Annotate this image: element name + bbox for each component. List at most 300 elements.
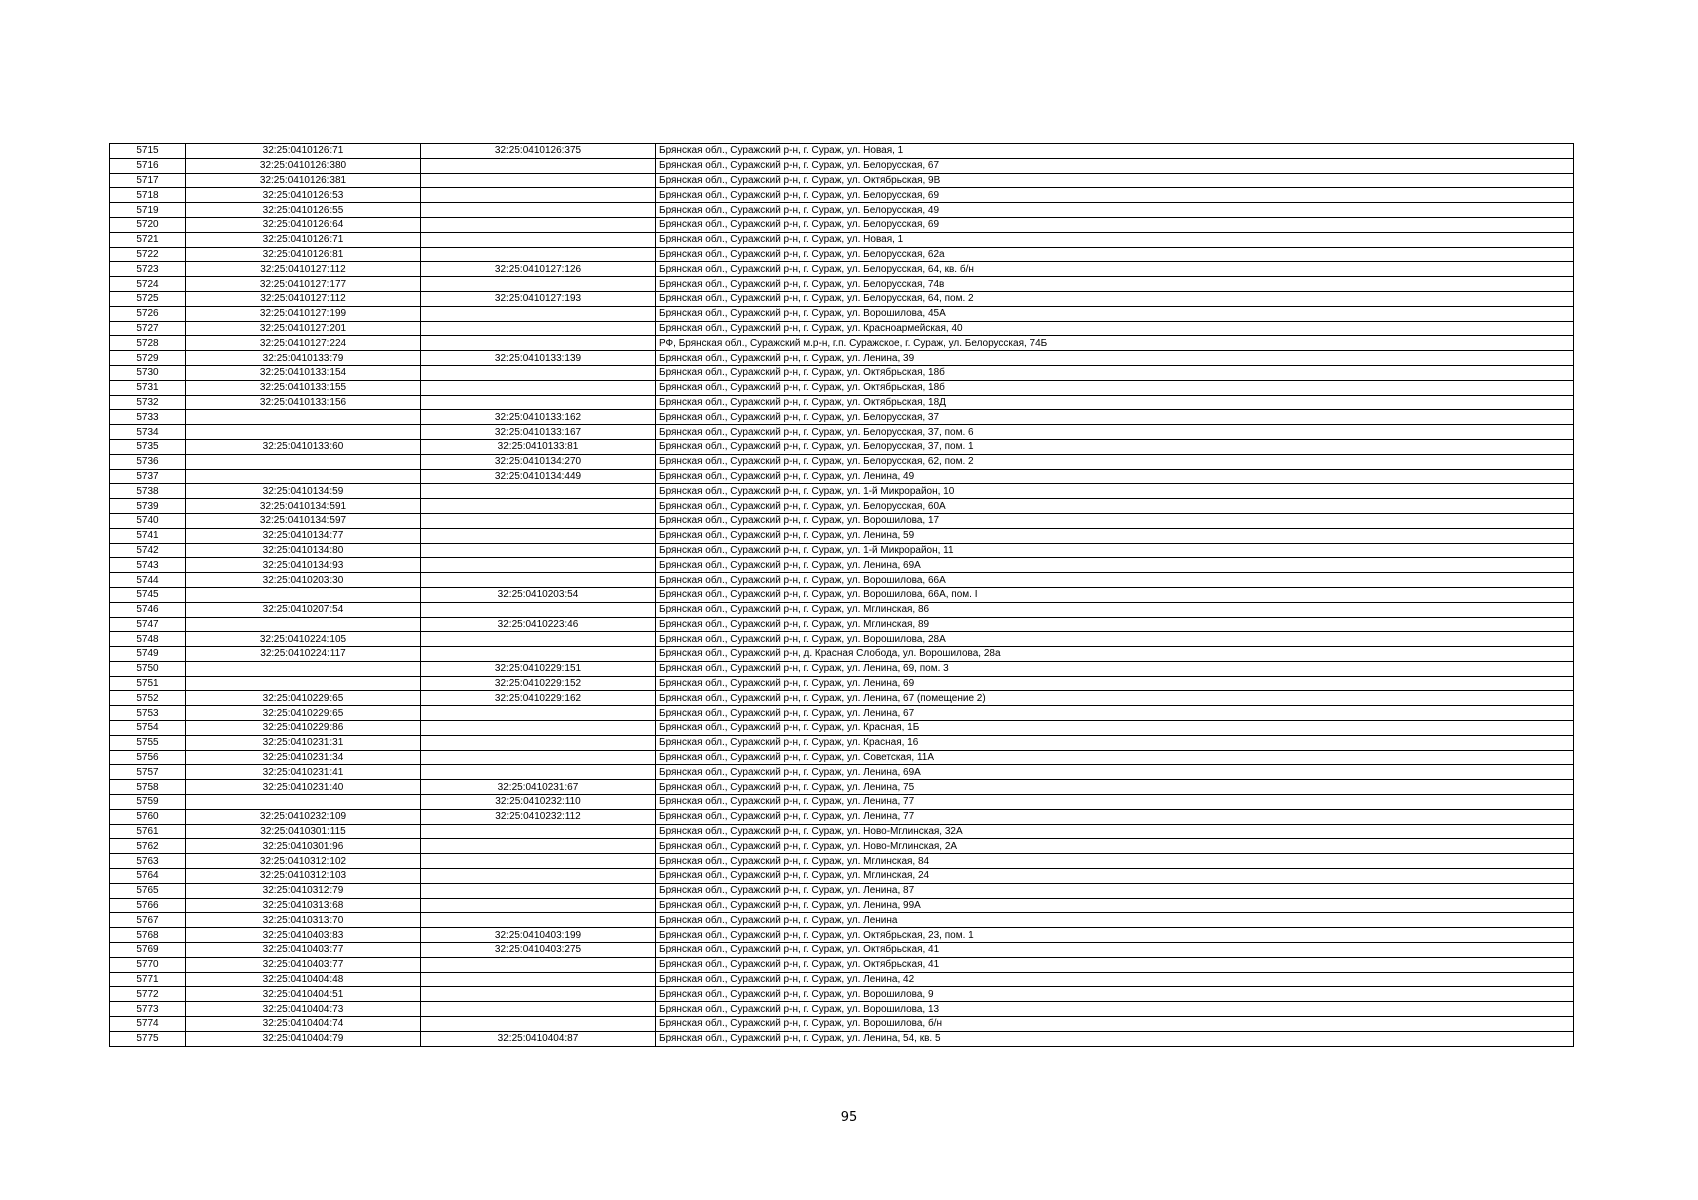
cadastral-number-cell: 32:25:0410134:93 bbox=[186, 558, 421, 573]
row-number-cell: 5761 bbox=[110, 824, 186, 839]
address-cell: Брянская обл., Суражский р-н, г. Сураж, ул. Ленина bbox=[656, 913, 1574, 928]
table-row bbox=[110, 987, 1574, 1002]
cadastral-number-cell: 32:25:0410127:112 bbox=[186, 291, 421, 306]
related-cadastral-number-cell bbox=[421, 869, 656, 884]
cadastral-number-cell: 32:25:0410231:40 bbox=[186, 780, 421, 795]
cadastral-number-cell: 32:25:0410126:71 bbox=[186, 144, 421, 159]
related-cadastral-number-cell bbox=[421, 839, 656, 854]
cadastral-number-cell: 32:25:0410127:224 bbox=[186, 336, 421, 351]
cadastral-number-cell: 32:25:0410224:105 bbox=[186, 632, 421, 647]
row-number-cell: 5759 bbox=[110, 795, 186, 810]
related-cadastral-number-cell bbox=[421, 247, 656, 262]
related-cadastral-number-cell: 32:25:0410403:275 bbox=[421, 943, 656, 958]
table-row bbox=[110, 602, 1574, 617]
row-number-cell: 5770 bbox=[110, 957, 186, 972]
row-number-cell: 5775 bbox=[110, 1031, 186, 1046]
table-row bbox=[110, 661, 1574, 676]
related-cadastral-number-cell bbox=[421, 854, 656, 869]
table-row bbox=[110, 750, 1574, 765]
address-cell: Брянская обл., Суражский р-н, г. Сураж, ул. Октябрьская, 41 bbox=[656, 957, 1574, 972]
address-cell: Брянская обл., Суражский р-н, г. Сураж, ул. Октябрьская, 18б bbox=[656, 365, 1574, 380]
related-cadastral-number-cell bbox=[421, 573, 656, 588]
related-cadastral-number-cell bbox=[421, 173, 656, 188]
row-number-cell: 5744 bbox=[110, 573, 186, 588]
table-row bbox=[110, 972, 1574, 987]
address-cell: Брянская обл., Суражский р-н, г. Сураж, ул. Ленина, 42 bbox=[656, 972, 1574, 987]
related-cadastral-number-cell bbox=[421, 306, 656, 321]
related-cadastral-number-cell: 32:25:0410126:375 bbox=[421, 144, 656, 159]
related-cadastral-number-cell bbox=[421, 883, 656, 898]
address-cell: Брянская обл., Суражский р-н, г. Сураж, ул. Белорусская, 62, пом. 2 bbox=[656, 454, 1574, 469]
address-cell: Брянская обл., Суражский р-н, г. Сураж, ул. Ворошилова, 13 bbox=[656, 1002, 1574, 1017]
table-row bbox=[110, 543, 1574, 558]
row-number-cell: 5718 bbox=[110, 188, 186, 203]
address-cell: Брянская обл., Суражский р-н, г. Сураж, ул. Ново-Мглинская, 2А bbox=[656, 839, 1574, 854]
cadastral-number-cell: 32:25:0410127:177 bbox=[186, 277, 421, 292]
related-cadastral-number-cell bbox=[421, 972, 656, 987]
address-cell: Брянская обл., Суражский р-н, г. Сураж, ул. Ворошилова, 66А bbox=[656, 573, 1574, 588]
address-cell: Брянская обл., Суражский р-н, г. Сураж, ул. Ворошилова, б/н bbox=[656, 1017, 1574, 1032]
address-cell: Брянская обл., Суражский р-н, г. Сураж, ул. Белорусская, 69 bbox=[656, 217, 1574, 232]
related-cadastral-number-cell bbox=[421, 735, 656, 750]
cadastral-number-cell bbox=[186, 795, 421, 810]
address-cell: Брянская обл., Суражский р-н, г. Сураж, ул. Красная, 1Б bbox=[656, 721, 1574, 736]
row-number-cell: 5730 bbox=[110, 365, 186, 380]
related-cadastral-number-cell: 32:25:0410403:199 bbox=[421, 928, 656, 943]
row-number-cell: 5757 bbox=[110, 765, 186, 780]
table-row bbox=[110, 558, 1574, 573]
related-cadastral-number-cell bbox=[421, 1017, 656, 1032]
register-table-body bbox=[110, 144, 1574, 1047]
address-cell: Брянская обл., Суражский р-н, г. Сураж, ул. Ленина, 69А bbox=[656, 558, 1574, 573]
address-cell: Брянская обл., Суражский р-н, г. Сураж, ул. Ленина, 87 bbox=[656, 883, 1574, 898]
table-row bbox=[110, 928, 1574, 943]
cadastral-number-cell: 32:25:0410133:154 bbox=[186, 365, 421, 380]
related-cadastral-number-cell bbox=[421, 824, 656, 839]
row-number-cell: 5764 bbox=[110, 869, 186, 884]
row-number-cell: 5729 bbox=[110, 351, 186, 366]
address-cell: Брянская обл., Суражский р-н, г. Сураж, ул. Ленина, 49 bbox=[656, 469, 1574, 484]
cadastral-number-cell: 32:25:0410127:112 bbox=[186, 262, 421, 277]
cadastral-number-cell: 32:25:0410133:79 bbox=[186, 351, 421, 366]
cadastral-number-cell bbox=[186, 469, 421, 484]
table-row bbox=[110, 809, 1574, 824]
related-cadastral-number-cell: 32:25:0410127:193 bbox=[421, 291, 656, 306]
row-number-cell: 5750 bbox=[110, 661, 186, 676]
related-cadastral-number-cell bbox=[421, 602, 656, 617]
row-number-cell: 5723 bbox=[110, 262, 186, 277]
cadastral-number-cell: 32:25:0410134:597 bbox=[186, 513, 421, 528]
table-row bbox=[110, 336, 1574, 351]
table-row bbox=[110, 528, 1574, 543]
table-row bbox=[110, 883, 1574, 898]
table-row bbox=[110, 469, 1574, 484]
address-cell: Брянская обл., Суражский р-н, г. Сураж, ул. Ленина, 75 bbox=[656, 780, 1574, 795]
table-row bbox=[110, 232, 1574, 247]
table-row bbox=[110, 691, 1574, 706]
row-number-cell: 5746 bbox=[110, 602, 186, 617]
related-cadastral-number-cell: 32:25:0410127:126 bbox=[421, 262, 656, 277]
table-row bbox=[110, 203, 1574, 218]
row-number-cell: 5736 bbox=[110, 454, 186, 469]
cadastral-number-cell: 32:25:0410126:53 bbox=[186, 188, 421, 203]
cadastral-number-cell: 32:25:0410126:380 bbox=[186, 158, 421, 173]
cadastral-number-cell bbox=[186, 661, 421, 676]
related-cadastral-number-cell bbox=[421, 706, 656, 721]
table-row bbox=[110, 780, 1574, 795]
related-cadastral-number-cell: 32:25:0410232:110 bbox=[421, 795, 656, 810]
table-row bbox=[110, 365, 1574, 380]
row-number-cell: 5738 bbox=[110, 484, 186, 499]
table-row bbox=[110, 351, 1574, 366]
row-number-cell: 5735 bbox=[110, 439, 186, 454]
table-row bbox=[110, 706, 1574, 721]
address-cell: Брянская обл., Суражский р-н, г. Сураж, ул. Советская, 11А bbox=[656, 750, 1574, 765]
row-number-cell: 5737 bbox=[110, 469, 186, 484]
cadastral-number-cell: 32:25:0410134:80 bbox=[186, 543, 421, 558]
address-cell: Брянская обл., Суражский р-н, г. Сураж, ул. Октябрьская, 23, пом. 1 bbox=[656, 928, 1574, 943]
cadastral-number-cell bbox=[186, 676, 421, 691]
cadastral-number-cell: 32:25:0410403:77 bbox=[186, 957, 421, 972]
address-cell: Брянская обл., Суражский р-н, г. Сураж, ул. Ленина, 99А bbox=[656, 898, 1574, 913]
cadastral-number-cell: 32:25:0410231:34 bbox=[186, 750, 421, 765]
address-cell: Брянская обл., Суражский р-н, г. Сураж, ул. Октябрьская, 18Д bbox=[656, 395, 1574, 410]
related-cadastral-number-cell: 32:25:0410133:139 bbox=[421, 351, 656, 366]
related-cadastral-number-cell bbox=[421, 365, 656, 380]
cadastral-number-cell: 32:25:0410126:55 bbox=[186, 203, 421, 218]
related-cadastral-number-cell bbox=[421, 232, 656, 247]
related-cadastral-number-cell: 32:25:0410133:81 bbox=[421, 439, 656, 454]
address-cell: Брянская обл., Суражский р-н, г. Сураж, ул. Белорусская, 60А bbox=[656, 499, 1574, 514]
row-number-cell: 5739 bbox=[110, 499, 186, 514]
related-cadastral-number-cell bbox=[421, 484, 656, 499]
cadastral-number-cell: 32:25:0410301:96 bbox=[186, 839, 421, 854]
table-row bbox=[110, 839, 1574, 854]
address-cell: Брянская обл., Суражский р-н, г. Сураж, ул. Ленина, 67 (помещение 2) bbox=[656, 691, 1574, 706]
cadastral-number-cell: 32:25:0410229:86 bbox=[186, 721, 421, 736]
related-cadastral-number-cell bbox=[421, 1002, 656, 1017]
cadastral-number-cell bbox=[186, 425, 421, 440]
related-cadastral-number-cell: 32:25:0410229:152 bbox=[421, 676, 656, 691]
cadastral-number-cell: 32:25:0410312:102 bbox=[186, 854, 421, 869]
related-cadastral-number-cell: 32:25:0410133:162 bbox=[421, 410, 656, 425]
row-number-cell: 5768 bbox=[110, 928, 186, 943]
related-cadastral-number-cell bbox=[421, 188, 656, 203]
row-number-cell: 5760 bbox=[110, 809, 186, 824]
table-row bbox=[110, 395, 1574, 410]
row-number-cell: 5727 bbox=[110, 321, 186, 336]
table-row bbox=[110, 617, 1574, 632]
address-cell: Брянская обл., Суражский р-н, г. Сураж, ул. Белорусская, 67 bbox=[656, 158, 1574, 173]
related-cadastral-number-cell bbox=[421, 957, 656, 972]
related-cadastral-number-cell: 32:25:0410231:67 bbox=[421, 780, 656, 795]
cadastral-number-cell: 32:25:0410134:591 bbox=[186, 499, 421, 514]
cadastral-number-cell: 32:25:0410301:115 bbox=[186, 824, 421, 839]
cadastral-number-cell: 32:25:0410404:74 bbox=[186, 1017, 421, 1032]
table-row bbox=[110, 247, 1574, 262]
cadastral-number-cell: 32:25:0410404:48 bbox=[186, 972, 421, 987]
cadastral-number-cell: 32:25:0410126:381 bbox=[186, 173, 421, 188]
related-cadastral-number-cell bbox=[421, 721, 656, 736]
row-number-cell: 5722 bbox=[110, 247, 186, 262]
table-row bbox=[110, 410, 1574, 425]
row-number-cell: 5766 bbox=[110, 898, 186, 913]
related-cadastral-number-cell bbox=[421, 898, 656, 913]
cadastral-number-cell bbox=[186, 587, 421, 602]
row-number-cell: 5740 bbox=[110, 513, 186, 528]
row-number-cell: 5773 bbox=[110, 1002, 186, 1017]
cadastral-number-cell: 32:25:0410312:79 bbox=[186, 883, 421, 898]
related-cadastral-number-cell bbox=[421, 499, 656, 514]
table-row bbox=[110, 1002, 1574, 1017]
table-row bbox=[110, 306, 1574, 321]
row-number-cell: 5734 bbox=[110, 425, 186, 440]
row-number-cell: 5733 bbox=[110, 410, 186, 425]
cadastral-number-cell: 32:25:0410312:103 bbox=[186, 869, 421, 884]
row-number-cell: 5742 bbox=[110, 543, 186, 558]
address-cell: Брянская обл., Суражский р-н, г. Сураж, ул. Ново-Мглинская, 32А bbox=[656, 824, 1574, 839]
related-cadastral-number-cell: 32:25:0410134:449 bbox=[421, 469, 656, 484]
related-cadastral-number-cell: 32:25:0410203:54 bbox=[421, 587, 656, 602]
address-cell: Брянская обл., Суражский р-н, г. Сураж, ул. Красноармейская, 40 bbox=[656, 321, 1574, 336]
address-cell: Брянская обл., Суражский р-н, г. Сураж, ул. Белорусская, 37, пом. 1 bbox=[656, 439, 1574, 454]
row-number-cell: 5726 bbox=[110, 306, 186, 321]
cadastral-number-cell: 32:25:0410126:64 bbox=[186, 217, 421, 232]
address-cell: Брянская обл., Суражский р-н, г. Сураж, ул. Ленина, 54, кв. 5 bbox=[656, 1031, 1574, 1046]
table-row bbox=[110, 647, 1574, 662]
table-row bbox=[110, 188, 1574, 203]
table-row bbox=[110, 735, 1574, 750]
table-row bbox=[110, 439, 1574, 454]
row-number-cell: 5719 bbox=[110, 203, 186, 218]
address-cell: Брянская обл., Суражский р-н, г. Сураж, ул. Ворошилова, 28А bbox=[656, 632, 1574, 647]
row-number-cell: 5724 bbox=[110, 277, 186, 292]
address-cell: Брянская обл., Суражский р-н, г. Сураж, ул. 1-й Микрорайон, 11 bbox=[656, 543, 1574, 558]
cadastral-number-cell: 32:25:0410127:199 bbox=[186, 306, 421, 321]
row-number-cell: 5745 bbox=[110, 587, 186, 602]
row-number-cell: 5732 bbox=[110, 395, 186, 410]
related-cadastral-number-cell: 32:25:0410223:46 bbox=[421, 617, 656, 632]
cadastral-number-cell: 32:25:0410127:201 bbox=[186, 321, 421, 336]
related-cadastral-number-cell bbox=[421, 277, 656, 292]
row-number-cell: 5725 bbox=[110, 291, 186, 306]
address-cell: РФ, Брянская обл., Суражский м.р-н, г.п. Суражское, г. Сураж, ул. Белорусская, 74Б bbox=[656, 336, 1574, 351]
table-row bbox=[110, 454, 1574, 469]
table-row bbox=[110, 765, 1574, 780]
row-number-cell: 5716 bbox=[110, 158, 186, 173]
related-cadastral-number-cell bbox=[421, 158, 656, 173]
row-number-cell: 5748 bbox=[110, 632, 186, 647]
cadastral-number-cell: 32:25:0410203:30 bbox=[186, 573, 421, 588]
row-number-cell: 5755 bbox=[110, 735, 186, 750]
row-number-cell: 5771 bbox=[110, 972, 186, 987]
cadastral-number-cell: 32:25:0410133:60 bbox=[186, 439, 421, 454]
row-number-cell: 5749 bbox=[110, 647, 186, 662]
address-cell: Брянская обл., Суражский р-н, г. Сураж, ул. 1-й Микрорайон, 10 bbox=[656, 484, 1574, 499]
table-row bbox=[110, 499, 1574, 514]
address-cell: Брянская обл., Суражский р-н, г. Сураж, ул. Ленина, 69А bbox=[656, 765, 1574, 780]
address-cell: Брянская обл., Суражский р-н, г. Сураж, ул. Ворошилова, 9 bbox=[656, 987, 1574, 1002]
cadastral-number-cell: 32:25:0410313:70 bbox=[186, 913, 421, 928]
row-number-cell: 5758 bbox=[110, 780, 186, 795]
table-row bbox=[110, 795, 1574, 810]
related-cadastral-number-cell bbox=[421, 336, 656, 351]
address-cell: Брянская обл., Суражский р-н, г. Сураж, ул. Мглинская, 89 bbox=[656, 617, 1574, 632]
cadastral-number-cell: 32:25:0410231:31 bbox=[186, 735, 421, 750]
row-number-cell: 5752 bbox=[110, 691, 186, 706]
address-cell: Брянская обл., Суражский р-н, г. Сураж, ул. Ленина, 77 bbox=[656, 795, 1574, 810]
related-cadastral-number-cell: 32:25:0410404:87 bbox=[421, 1031, 656, 1046]
row-number-cell: 5754 bbox=[110, 721, 186, 736]
address-cell: Брянская обл., Суражский р-н, г. Сураж, ул. Октябрьская, 41 bbox=[656, 943, 1574, 958]
address-cell: Брянская обл., Суражский р-н, г. Сураж, ул. Ленина, 77 bbox=[656, 809, 1574, 824]
table-row bbox=[110, 943, 1574, 958]
related-cadastral-number-cell: 32:25:0410229:162 bbox=[421, 691, 656, 706]
address-cell: Брянская обл., Суражский р-н, г. Сураж, ул. Октябрьская, 9В bbox=[656, 173, 1574, 188]
table-row bbox=[110, 854, 1574, 869]
address-cell: Брянская обл., Суражский р-н, г. Сураж, ул. Белорусская, 37 bbox=[656, 410, 1574, 425]
row-number-cell: 5720 bbox=[110, 217, 186, 232]
cadastral-number-cell: 32:25:0410207:54 bbox=[186, 602, 421, 617]
address-cell: Брянская обл., Суражский р-н, г. Сураж, ул. Белорусская, 37, пом. 6 bbox=[656, 425, 1574, 440]
row-number-cell: 5743 bbox=[110, 558, 186, 573]
row-number-cell: 5731 bbox=[110, 380, 186, 395]
cadastral-number-cell: 32:25:0410313:68 bbox=[186, 898, 421, 913]
related-cadastral-number-cell: 32:25:0410134:270 bbox=[421, 454, 656, 469]
row-number-cell: 5717 bbox=[110, 173, 186, 188]
register-table bbox=[109, 143, 1574, 1047]
related-cadastral-number-cell bbox=[421, 632, 656, 647]
cadastral-number-cell: 32:25:0410403:83 bbox=[186, 928, 421, 943]
table-row bbox=[110, 676, 1574, 691]
table-row bbox=[110, 1031, 1574, 1046]
address-cell: Брянская обл., Суражский р-н, г. Сураж, ул. Ленина, 67 bbox=[656, 706, 1574, 721]
address-cell: Брянская обл., Суражский р-н, г. Сураж, ул. Красная, 16 bbox=[656, 735, 1574, 750]
cadastral-number-cell: 32:25:0410231:41 bbox=[186, 765, 421, 780]
related-cadastral-number-cell bbox=[421, 913, 656, 928]
address-cell: Брянская обл., Суражский р-н, г. Сураж, ул. Мглинская, 24 bbox=[656, 869, 1574, 884]
address-cell: Брянская обл., Суражский р-н, г. Сураж, ул. Октябрьская, 18б bbox=[656, 380, 1574, 395]
row-number-cell: 5721 bbox=[110, 232, 186, 247]
table-row bbox=[110, 1017, 1574, 1032]
related-cadastral-number-cell bbox=[421, 513, 656, 528]
related-cadastral-number-cell bbox=[421, 380, 656, 395]
related-cadastral-number-cell: 32:25:0410232:112 bbox=[421, 809, 656, 824]
related-cadastral-number-cell bbox=[421, 203, 656, 218]
cadastral-number-cell: 32:25:0410403:77 bbox=[186, 943, 421, 958]
table-row bbox=[110, 262, 1574, 277]
related-cadastral-number-cell bbox=[421, 395, 656, 410]
related-cadastral-number-cell bbox=[421, 528, 656, 543]
table-row bbox=[110, 957, 1574, 972]
table-row bbox=[110, 513, 1574, 528]
related-cadastral-number-cell bbox=[421, 987, 656, 1002]
related-cadastral-number-cell bbox=[421, 321, 656, 336]
row-number-cell: 5747 bbox=[110, 617, 186, 632]
address-cell: Брянская обл., Суражский р-н, г. Сураж, ул. Ворошилова, 45А bbox=[656, 306, 1574, 321]
table-row bbox=[110, 484, 1574, 499]
cadastral-number-cell: 32:25:0410224:117 bbox=[186, 647, 421, 662]
table-row bbox=[110, 425, 1574, 440]
related-cadastral-number-cell bbox=[421, 543, 656, 558]
related-cadastral-number-cell: 32:25:0410229:151 bbox=[421, 661, 656, 676]
table-row bbox=[110, 913, 1574, 928]
cadastral-number-cell: 32:25:0410232:109 bbox=[186, 809, 421, 824]
table-row bbox=[110, 587, 1574, 602]
table-row bbox=[110, 144, 1574, 159]
table-row bbox=[110, 898, 1574, 913]
row-number-cell: 5751 bbox=[110, 676, 186, 691]
cadastral-number-cell: 32:25:0410134:77 bbox=[186, 528, 421, 543]
address-cell: Брянская обл., Суражский р-н, г. Сураж, ул. Белорусская, 64, кв. б/н bbox=[656, 262, 1574, 277]
row-number-cell: 5769 bbox=[110, 943, 186, 958]
table-row bbox=[110, 217, 1574, 232]
row-number-cell: 5772 bbox=[110, 987, 186, 1002]
row-number-cell: 5774 bbox=[110, 1017, 186, 1032]
cadastral-number-cell: 32:25:0410133:155 bbox=[186, 380, 421, 395]
address-cell: Брянская обл., Суражский р-н, г. Сураж, ул. Белорусская, 74в bbox=[656, 277, 1574, 292]
address-cell: Брянская обл., Суражский р-н, г. Сураж, ул. Новая, 1 bbox=[656, 232, 1574, 247]
row-number-cell: 5753 bbox=[110, 706, 186, 721]
page-number: 95 bbox=[840, 1110, 858, 1125]
related-cadastral-number-cell bbox=[421, 558, 656, 573]
address-cell: Брянская обл., Суражский р-н, г. Сураж, ул. Белорусская, 49 bbox=[656, 203, 1574, 218]
cadastral-number-cell: 32:25:0410134:59 bbox=[186, 484, 421, 499]
address-cell: Брянская обл., Суражский р-н, г. Сураж, ул. Белорусская, 64, пом. 2 bbox=[656, 291, 1574, 306]
row-number-cell: 5756 bbox=[110, 750, 186, 765]
row-number-cell: 5728 bbox=[110, 336, 186, 351]
related-cadastral-number-cell bbox=[421, 647, 656, 662]
address-cell: Брянская обл., Суражский р-н, г. Сураж, ул. Ленина, 59 bbox=[656, 528, 1574, 543]
address-cell: Брянская обл., Суражский р-н, г. Сураж, ул. Ленина, 39 bbox=[656, 351, 1574, 366]
related-cadastral-number-cell bbox=[421, 750, 656, 765]
row-number-cell: 5765 bbox=[110, 883, 186, 898]
table-row bbox=[110, 869, 1574, 884]
address-cell: Брянская обл., Суражский р-н, г. Сураж, ул. Мглинская, 86 bbox=[656, 602, 1574, 617]
address-cell: Брянская обл., Суражский р-н, г. Сураж, ул. Белорусская, 62а bbox=[656, 247, 1574, 262]
address-cell: Брянская обл., Суражский р-н, г. Сураж, ул. Ворошилова, 66А, пом. I bbox=[656, 587, 1574, 602]
cadastral-number-cell: 32:25:0410229:65 bbox=[186, 706, 421, 721]
address-cell: Брянская обл., Суражский р-н, г. Сураж, ул. Мглинская, 84 bbox=[656, 854, 1574, 869]
cadastral-number-cell: 32:25:0410404:51 bbox=[186, 987, 421, 1002]
table-row bbox=[110, 380, 1574, 395]
row-number-cell: 5762 bbox=[110, 839, 186, 854]
address-cell: Брянская обл., Суражский р-н, г. Сураж, ул. Ленина, 69 bbox=[656, 676, 1574, 691]
cadastral-number-cell bbox=[186, 410, 421, 425]
related-cadastral-number-cell bbox=[421, 217, 656, 232]
row-number-cell: 5715 bbox=[110, 144, 186, 159]
table-row bbox=[110, 291, 1574, 306]
cadastral-number-cell: 32:25:0410133:156 bbox=[186, 395, 421, 410]
cadastral-number-cell: 32:25:0410404:79 bbox=[186, 1031, 421, 1046]
cadastral-number-cell bbox=[186, 617, 421, 632]
table-row bbox=[110, 824, 1574, 839]
table-row bbox=[110, 573, 1574, 588]
table-row bbox=[110, 158, 1574, 173]
table-row bbox=[110, 632, 1574, 647]
related-cadastral-number-cell: 32:25:0410133:167 bbox=[421, 425, 656, 440]
table-row bbox=[110, 173, 1574, 188]
row-number-cell: 5741 bbox=[110, 528, 186, 543]
table-row bbox=[110, 277, 1574, 292]
cadastral-number-cell: 32:25:0410229:65 bbox=[186, 691, 421, 706]
table-row bbox=[110, 321, 1574, 336]
cadastral-number-cell bbox=[186, 454, 421, 469]
address-cell: Брянская обл., Суражский р-н, г. Сураж, ул. Новая, 1 bbox=[656, 144, 1574, 159]
row-number-cell: 5763 bbox=[110, 854, 186, 869]
address-cell: Брянская обл., Суражский р-н, г. Сураж, ул. Белорусская, 69 bbox=[656, 188, 1574, 203]
cadastral-number-cell: 32:25:0410126:81 bbox=[186, 247, 421, 262]
